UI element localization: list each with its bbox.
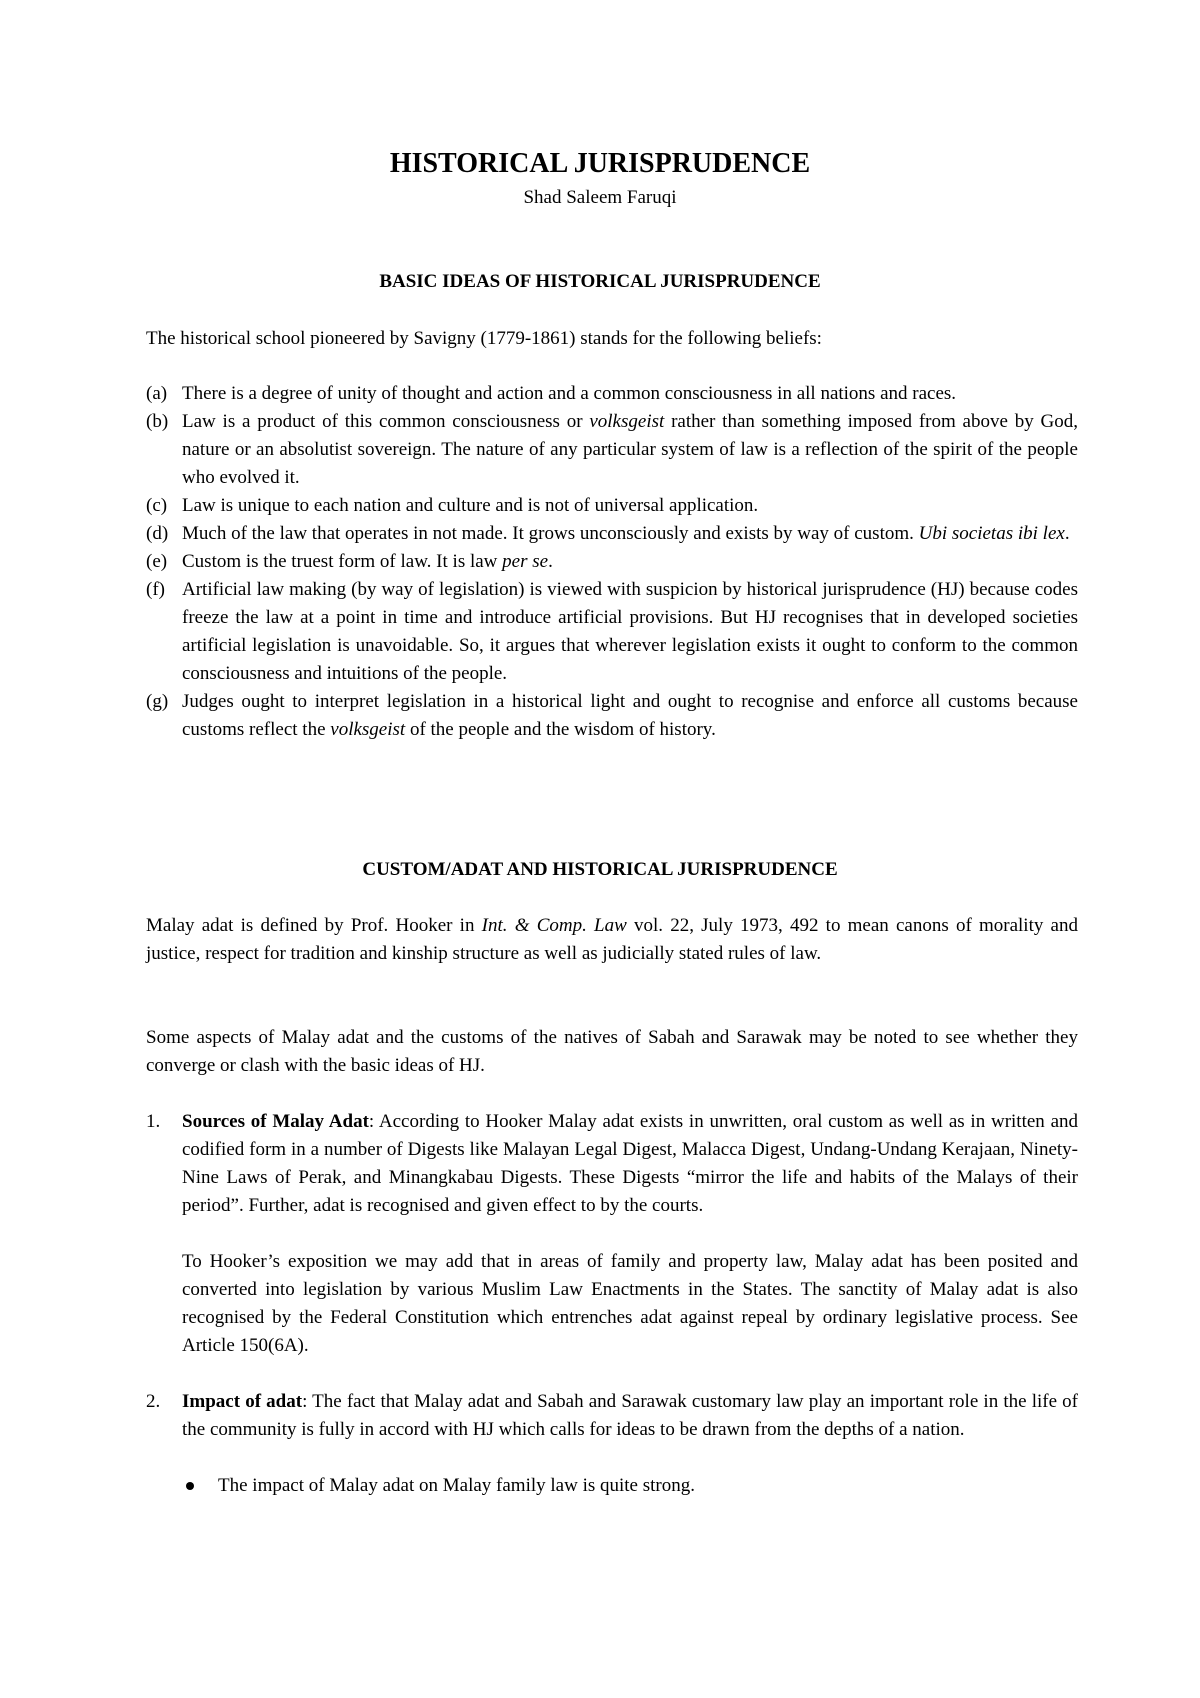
list-item-text: Much of the law that operates in not made. It grows unconsciously and exists by way of custom. xyxy=(182,523,919,544)
item-heading: Impact of adat xyxy=(182,1391,303,1412)
list-item xyxy=(146,492,1078,520)
list-item-text: Judges ought to interpret legislation in a historical light and ought to recognise and enforce all customs because customs reflect the xyxy=(182,691,1078,740)
list-marker: (b) xyxy=(146,411,169,432)
list-item-text: Law is a product of this common consciousness or xyxy=(182,411,590,432)
list-item-text: Law is unique to each nation and culture and is not of universal application. xyxy=(182,495,759,516)
list-item xyxy=(146,688,1078,744)
bullet-list xyxy=(182,1472,1078,1500)
italic-term: per se xyxy=(502,551,549,572)
list-item-text: . xyxy=(548,551,553,572)
bullet-text: The impact of Malay adat on Malay family law is quite strong. xyxy=(218,1475,695,1496)
paragraph-text: Malay adat is defined by Prof. Hooker in xyxy=(146,915,482,936)
list-marker: (g) xyxy=(146,691,169,712)
list-item xyxy=(146,408,1078,492)
item-text: : The fact that Malay adat and Sabah and Sarawak customary law play an important role in the life of the community is fully in accord with HJ which calls for ideas to be drawn from the depths of a nation. xyxy=(182,1391,1079,1440)
list-item-text: Artificial law making (by way of legislation) is viewed with suspicion by historical jurisprudence (HJ) because codes freeze the law at a point in time and introduce artificial provisions. But HJ recognises that in developed societies artificial legislation is unavoidable. So, it argues that wherever legislation exists it ought to conform to the common consciousness and intuitions of the people. xyxy=(182,579,1078,684)
list-item-text: There is a degree of unity of thought and action and a common consciousness in all nations and races. xyxy=(182,383,957,404)
italic-term: volksgeist xyxy=(589,411,665,432)
italic-term: volksgeist xyxy=(330,719,406,740)
list-number: 2. xyxy=(146,1391,161,1412)
bullet-icon xyxy=(186,1482,194,1490)
numbered-item-impact xyxy=(146,1388,1078,1500)
adat-definition-paragraph xyxy=(146,912,1078,968)
document-title: HISTORICAL JURISPRUDENCE xyxy=(389,148,811,179)
author-name: Shad Saleem Faruqi xyxy=(523,187,677,208)
list-marker: (c) xyxy=(146,495,168,516)
beliefs-list xyxy=(146,380,1078,744)
italic-citation: Int. & Comp. Law xyxy=(481,915,627,936)
list-marker: (a) xyxy=(146,383,168,404)
list-item xyxy=(146,520,1078,548)
numbered-list xyxy=(146,1108,1078,1500)
item-heading: Sources of Malay Adat xyxy=(182,1111,369,1132)
list-item xyxy=(146,576,1078,688)
list-item-text: rather than something imposed from above by God, nature or an absolutist sovereign. The nature of any particular system of law is a reflection of the spirit of the people who evolved it. xyxy=(182,411,1078,488)
list-marker: (e) xyxy=(146,551,168,572)
list-number: 1. xyxy=(146,1111,161,1132)
numbered-item-sources xyxy=(146,1108,1078,1360)
list-marker: (d) xyxy=(146,523,169,544)
item-text: : According to Hooker Malay adat exists in unwritten, oral custom as well as in written and codified form in a number of Digests like Malayan Legal Digest, Malacca Digest, Undang-Undang Kerajaan, Ninety-Nine Laws of Perak, and Minangkabau Digests. These Digests “mirror the life and habits of the Malays of their period”. Further, adat is recognised and given effect to by the courts. xyxy=(182,1111,1078,1216)
intro-paragraph: The historical school pioneered by Savigny (1779-1861) stands for the following beliefs: xyxy=(146,328,822,349)
italic-term: Ubi societas ibi lex xyxy=(918,523,1065,544)
paragraph-text: vol. 22, July 1973, 492 to mean canons of morality and justice, respect for tradition and kinship structure as well as judicially stated rules of law. xyxy=(146,915,1078,964)
bullet-item xyxy=(182,1472,1078,1500)
aspects-paragraph: Some aspects of Malay adat and the customs of the natives of Sabah and Sarawak may be noted to see whether they converge or clash with the basic ideas of HJ. xyxy=(146,1027,1078,1076)
list-item-text: of the people and the wisdom of history. xyxy=(405,719,716,740)
list-item xyxy=(146,380,1078,408)
item-subparagraph: To Hooker’s exposition we may add that in areas of family and property law, Malay adat has been posited and converted into legislation by various Muslim Law Enactments in the States. The sanctity of Malay adat is also recognised by the Federal Constitution which entrenches adat against repeal by ordinary legislative process. See Article 150(6A). xyxy=(182,1251,1078,1356)
list-item-text: . xyxy=(1064,523,1070,544)
list-item xyxy=(146,548,1078,576)
section-heading-basic-ideas: BASIC IDEAS OF HISTORICAL JURISPRUDENCE xyxy=(379,271,821,292)
list-spacer xyxy=(146,1360,1078,1388)
list-marker: (f) xyxy=(146,579,165,600)
section-heading-custom-adat: CUSTOM/ADAT AND HISTORICAL JURISPRUDENCE xyxy=(362,859,838,880)
list-item-text: Custom is the truest form of law. It is law xyxy=(182,551,503,572)
